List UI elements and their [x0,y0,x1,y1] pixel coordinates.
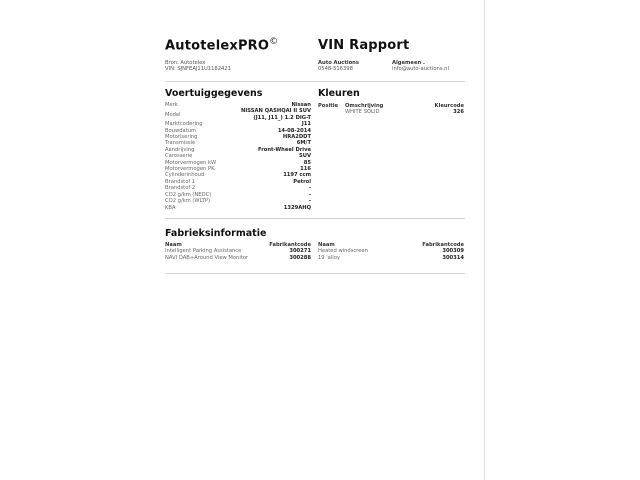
vin-label: VIN: SJNFEAJ11U1182421 [165,66,231,73]
row-value: 6M/T [296,140,311,147]
divider [165,218,465,219]
option-code: 300288 [289,254,311,261]
col-header-code: Kleurcode [434,103,464,109]
option-name: Heated windscreen [318,248,368,255]
divider [165,273,465,274]
colors-table [318,103,464,116]
copyright-mark: © [269,37,279,47]
option-name: 19 'alloy [318,254,340,261]
page-edge-line [484,0,485,480]
col-header-code: Fabrikantcode [269,242,311,248]
vehicle-table [165,102,311,211]
row-label: CO2 g/km (NEDC) [165,191,212,198]
row-value: 85 [303,159,311,166]
row-value: J11 [301,121,311,128]
brand-title [165,37,278,53]
row-label: Marktcodering [165,121,203,128]
row-value: HRA2DDT [282,134,311,141]
factory-table-left [165,242,311,261]
row-label: Motorvermogen PK [165,166,215,173]
row-label: KBA [165,204,176,211]
divider [165,81,465,82]
row-value: 1329AHQ [283,204,311,211]
general-label: Algemeen . [392,60,425,66]
general-block [392,60,449,73]
row-label: CO2 g/km (WLTP) [165,198,211,205]
row-label: Motorvermogen kW [165,159,217,166]
company-block [318,60,359,73]
col-header-description: Omschrijving [345,103,384,109]
model-line-2: (J11, J11_) 1.2 DIG-T [253,114,311,121]
report-title: VIN Rapport [318,38,410,53]
source-label: Bron: Autotelex [165,60,206,66]
company-phone: 0548-516398 [318,66,353,73]
col-header-code: Fabrikantcode [422,242,464,248]
row-label: Merk [165,102,178,108]
row-label: Brandstof 2 [165,185,196,192]
vehicle-section-title: Voertuiggegevens [165,88,263,99]
factory-section-title: Fabrieksinformatie [165,228,267,239]
color-description: WHITE SOLID [345,109,380,116]
row-label: Carosserie [165,153,193,160]
general-email: info@auto-auctions.nl [392,66,449,73]
col-header-name: Naam [318,242,335,248]
source-block [165,60,231,73]
row-value: SUV [299,153,311,160]
row-value [241,108,311,121]
row-label: Bouwdatum [165,127,197,134]
row-value: 116 [300,166,311,173]
row-value: 1197 ccm [283,172,311,179]
company-name: Auto Auctions [318,60,359,66]
row-value: - [308,185,311,192]
row-label: Motorisering [165,134,198,141]
option-code: 300271 [289,248,311,255]
col-header-name: Naam [165,242,182,248]
color-code: 326 [453,109,464,116]
vehicle-row-model [165,108,311,121]
option-name: Intelligent Parking Assistance [165,248,242,255]
option-code: 300309 [442,248,464,255]
row-value: Petrol [293,178,311,185]
row-label: Model [165,111,181,118]
factory-table-right [318,242,464,261]
vehicle-row [165,205,311,211]
row-value: 14-08-2014 [277,127,311,134]
option-code: 300314 [442,254,464,261]
model-line-1: NISSAN QASHQAI II SUV [241,108,311,115]
row-label: Cylinderinhoud [165,172,205,179]
row-label: Aandrijving [165,146,195,153]
colors-section-title: Kleuren [318,88,360,99]
row-label: Brandstof 1 [165,178,196,185]
row-value: Nissan [291,102,311,108]
color-position [318,109,345,115]
row-value: - [308,191,311,198]
brand-name: AutotelexPRO [165,38,270,54]
option-name: NAVI DAB+Around View Monitor [165,254,249,261]
row-value: Front-Wheel Drive [257,146,311,153]
row-label: Transmissie [165,140,196,147]
col-header-position: Positie [318,103,339,109]
row-value: - [308,198,311,205]
